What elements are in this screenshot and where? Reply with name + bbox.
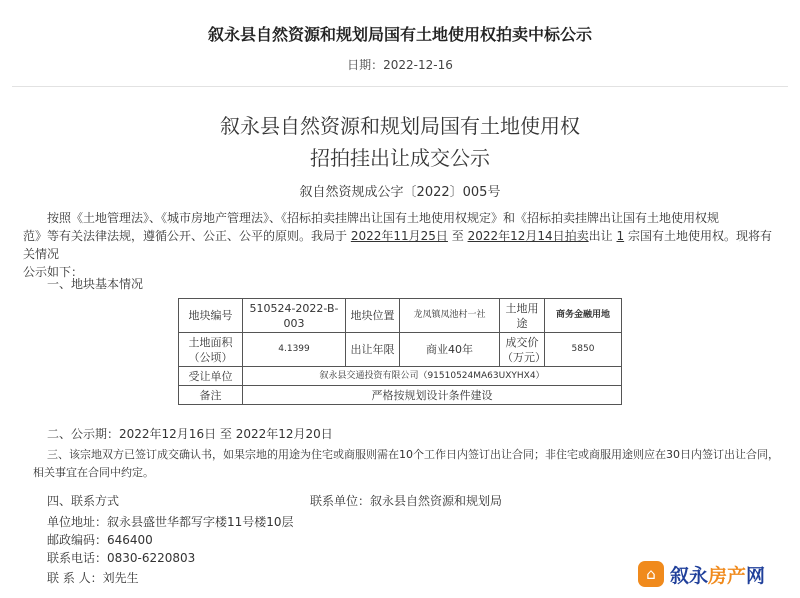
- term-value: 商业40年: [400, 333, 500, 367]
- location-value: 龙凤镇凤池村一社: [400, 299, 500, 333]
- use-label: 土地用途: [500, 299, 545, 333]
- intro-line3: 公示如下：: [23, 265, 84, 279]
- parcel-no-value: 510524-2022-B-003: [243, 299, 346, 333]
- intro-line2: [23, 227, 777, 263]
- use-value: 商务金融用地: [545, 299, 622, 333]
- intro-text-a: 范》等有关法律法规，遵循公开、公正、公平的原则。我局于: [23, 229, 351, 243]
- intro-paragraph: [23, 209, 777, 281]
- remark-label: 备注: [179, 386, 243, 405]
- contact-unit: 联系单位：叙永县自然资源和规划局: [310, 494, 503, 508]
- publish-date: 日期：2022-12-16: [347, 58, 453, 72]
- section2-publicity-period: 二、公示期：2022年12月16日 至 2022年12月20日: [47, 427, 333, 441]
- contact-person: 联 系 人：刘先生: [47, 571, 139, 585]
- site-watermark: [638, 558, 792, 590]
- divider: [12, 86, 788, 87]
- section3-text: [33, 446, 787, 482]
- remark-value: 严格按规划设计条件建设: [243, 386, 622, 405]
- contact-address: 单位地址：叙永县盛世华都写字楼11号楼10层: [47, 515, 294, 529]
- notice-title-line1: 叙永县自然资源和规划局国有土地使用权: [220, 114, 580, 138]
- watermark-text-b: 房产: [708, 564, 747, 587]
- buyer-value: 叙永县交通投资有限公司（91510524MA63UXYHX4）: [243, 367, 622, 386]
- parcel-count: 1: [616, 229, 625, 243]
- auction-start-date: 2022年11月25日: [350, 229, 448, 243]
- section3-line2: 相关事宜在合同中约定。: [33, 466, 154, 479]
- section1-heading: 一、地块基本情况: [47, 277, 144, 291]
- buyer-label: 受让单位: [179, 367, 243, 386]
- area-label: 土地面积（公顷）: [179, 333, 243, 367]
- area-value: 4.1399: [243, 333, 346, 367]
- watermark-text-a: 叙永: [670, 564, 709, 587]
- price-label: 成交价（万元）: [500, 333, 545, 367]
- contact-phone: 联系电话：0830-6220803: [47, 551, 196, 565]
- watermark-text-c: 网: [746, 564, 766, 587]
- intro-text-c: 出让: [588, 229, 617, 243]
- intro-line1: 按照《土地管理法》、《城市房地产管理法》、《招标拍卖挂牌出让国有土地使用权规定》和《招标拍卖挂牌出让国有土地使用权规: [47, 211, 720, 225]
- house-logo-icon: ⌂: [638, 561, 664, 587]
- document-number: 叙自然资规成公字〔2022〕005号: [299, 185, 501, 200]
- watermark-text: [670, 561, 765, 588]
- intro-text-b: 至: [447, 229, 468, 243]
- parcel-no-label: 地块编号: [179, 299, 243, 333]
- notice-title-line2: 招拍挂出让成交公示: [310, 146, 490, 170]
- term-label: 出让年限: [346, 333, 400, 367]
- auction-end-date: 2022年12月14日拍卖: [467, 229, 589, 243]
- intro-text-d: 宗国有土地使用权。现将有关情况: [23, 229, 772, 261]
- price-value: 5850: [545, 333, 622, 367]
- contact-postcode: 邮政编码：646400: [47, 533, 153, 547]
- location-label: 地块位置: [346, 299, 400, 333]
- section4-heading: 四、联系方式: [47, 494, 120, 508]
- section3-line1: 三、该宗地双方已签订成交确认书，如果宗地的用途为住宅或商服则需在10个工作日内签订出让合同；非住宅或商服用途则应在30日内签订出让合同，: [47, 448, 779, 461]
- parcel-info-table: [178, 298, 622, 405]
- page-title: 叙永县自然资源和规划局国有土地使用权拍卖中标公示: [207, 25, 592, 44]
